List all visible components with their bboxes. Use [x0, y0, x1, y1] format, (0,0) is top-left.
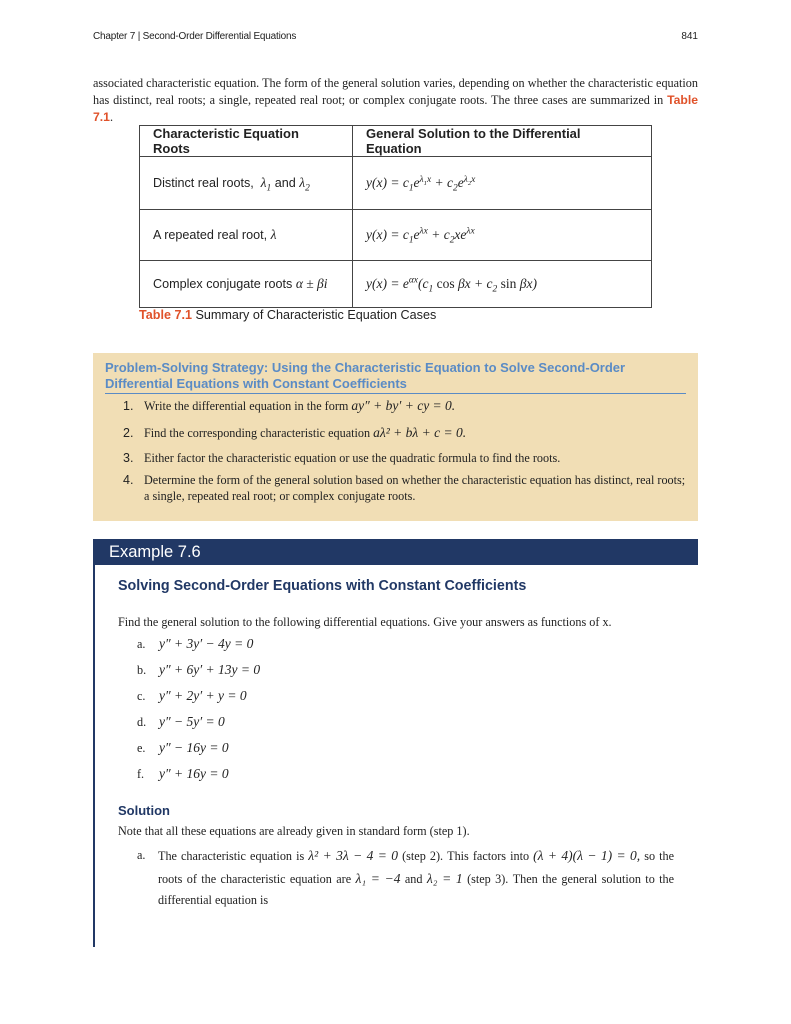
roots-math: α ± βi: [295, 276, 328, 291]
table-row: [140, 157, 652, 210]
problem-label: e.: [137, 741, 146, 755]
problem-label: d.: [137, 715, 147, 729]
problem-equation: y″ − 5y′ = 0: [159, 714, 225, 729]
solution-cell: [353, 261, 652, 308]
solution-cell: [353, 210, 652, 261]
solution-note: Note that all these equations are already given in standard form (step 1).: [118, 824, 470, 838]
solution-math: λ² + 3λ − 4 = 0: [308, 848, 399, 863]
problem-equation: y″ + 16y = 0: [159, 766, 229, 781]
problem-item: [137, 738, 260, 764]
caption-label: Table 7.1: [139, 308, 192, 322]
intro-text: associated characteristic equation. The form of the general solution varies, depending on whether the characteristic equation has distinct, real roots; a single, repeated real root; or complex conjugate roots. The three cases are summarized in: [93, 76, 698, 107]
roots-cell: [140, 261, 353, 308]
problem-label: c.: [137, 689, 146, 703]
column-header-roots: Characteristic Equation Roots: [140, 126, 353, 157]
step-math: ay″ + by′ + cy = 0.: [351, 398, 456, 413]
problem-label: f.: [137, 767, 145, 781]
problem-item: [137, 660, 260, 686]
solution-math: $y(x) = c_1e^{\lambda_1x} + c_2e^{\lambda_2x}$: [366, 174, 476, 194]
step-text: Determine the form of the general solution based on whether the characteristic equation has distinct, real roots; a single, repeated real root; or complex conjugate roots.: [144, 473, 686, 503]
problem-label: a.: [137, 637, 146, 651]
roots-math: λ: [270, 227, 277, 242]
example-label: Example 7.6: [109, 543, 201, 561]
solution-math: (λ + 4)(λ − 1) = 0,: [533, 848, 641, 863]
solution-math: $y(x) = e^{\alpha x}(c_1$ $\cos \beta x + c_2$ sin βx): [366, 275, 537, 295]
solution-text: so the roots of the characteristic equation are: [158, 849, 675, 886]
solution-label: a.: [137, 848, 146, 862]
roots-math: $\lambda_1$: [257, 175, 272, 194]
table-7-1-link[interactable]: Table 7.1: [93, 93, 698, 124]
example-prompt: Find the general solution to the following differential equations. Give your answers as functions of x.: [118, 615, 612, 629]
caption-text: Summary of Characteristic Equation Cases: [195, 308, 437, 322]
table-header-row: [140, 126, 652, 157]
step-text: Find the corresponding characteristic equation: [144, 426, 371, 440]
strategy-title: Problem-Solving Strategy: Using the Characteristic Equation to Solve Second-Order Differential Equations with Constant Coefficients: [105, 360, 686, 394]
problem-list: [137, 634, 260, 790]
solution-cell: [353, 157, 652, 210]
table-row: [140, 210, 652, 261]
problem-equation: y″ + 3y′ − 4y = 0: [159, 636, 254, 651]
table-row: [140, 261, 652, 308]
step-number: 1.: [123, 399, 134, 413]
table-caption: [139, 308, 436, 322]
step-number: 3.: [123, 451, 134, 465]
strategy-step: [123, 450, 688, 466]
step-number: 2.: [123, 426, 134, 440]
roots-label: Complex conjugate roots: [153, 277, 293, 291]
problem-equation: y″ + 6y′ + 13y = 0: [159, 662, 261, 677]
roots-label: Distinct real roots,: [153, 176, 254, 190]
problem-item: [137, 686, 260, 712]
example-header-bar: [93, 539, 698, 565]
running-head: Chapter 7 | Second-Order Differential Equations: [93, 31, 297, 42]
roots-cell: [140, 210, 353, 261]
step-number: 4.: [123, 473, 134, 487]
solution-text: (step 2). This factors into: [402, 849, 530, 863]
problem-equation: y″ − 16y = 0: [159, 740, 229, 755]
solution-heading: Solution: [118, 803, 170, 818]
characteristic-cases-table: [139, 125, 652, 308]
solution-math: $y(x) = c_1e^{\lambda x} + c_2xe^{\lambda x}$: [366, 226, 475, 246]
solution-math: λ₁ = −4: [355, 870, 401, 886]
roots-cell: Distinct real roots, $\lambda_1$ and $\lambda_2$: [140, 157, 353, 210]
problem-item: [137, 712, 260, 738]
step-text: Write the differential equation in the form: [144, 399, 349, 413]
solution-part-a: [137, 845, 674, 912]
solution-math: λ₂ = 1: [426, 870, 463, 886]
strategy-step: [123, 472, 688, 504]
strategy-steps: [123, 398, 688, 504]
example-title: Solving Second-Order Equations with Constant Coefficients: [118, 578, 527, 594]
column-header-solution: General Solution to the Differential Equation: [353, 126, 652, 157]
problem-label: b.: [137, 663, 147, 677]
problem-item: [137, 634, 260, 660]
strategy-step: [123, 425, 688, 441]
solution-text: (step 3). Then the general solution to the differential equation is: [158, 871, 675, 907]
problem-solving-strategy-box: [93, 353, 698, 521]
page-number: 841: [681, 31, 698, 42]
strategy-step: [123, 398, 688, 414]
roots-label: A repeated real root,: [153, 228, 268, 242]
intro-end: .: [109, 110, 113, 124]
solution-body: [158, 845, 674, 912]
problem-item: [137, 764, 260, 790]
intro-paragraph: [93, 75, 698, 126]
solution-text: The characteristic equation is: [158, 849, 305, 863]
example-left-rule: [93, 565, 95, 947]
solution-text: and: [404, 871, 423, 886]
step-math: aλ² + bλ + c = 0.: [373, 425, 467, 440]
problem-equation: y″ + 2y′ + y = 0: [159, 688, 247, 703]
step-text: Either factor the characteristic equation or use the quadratic formula to find the roots.: [144, 451, 561, 465]
